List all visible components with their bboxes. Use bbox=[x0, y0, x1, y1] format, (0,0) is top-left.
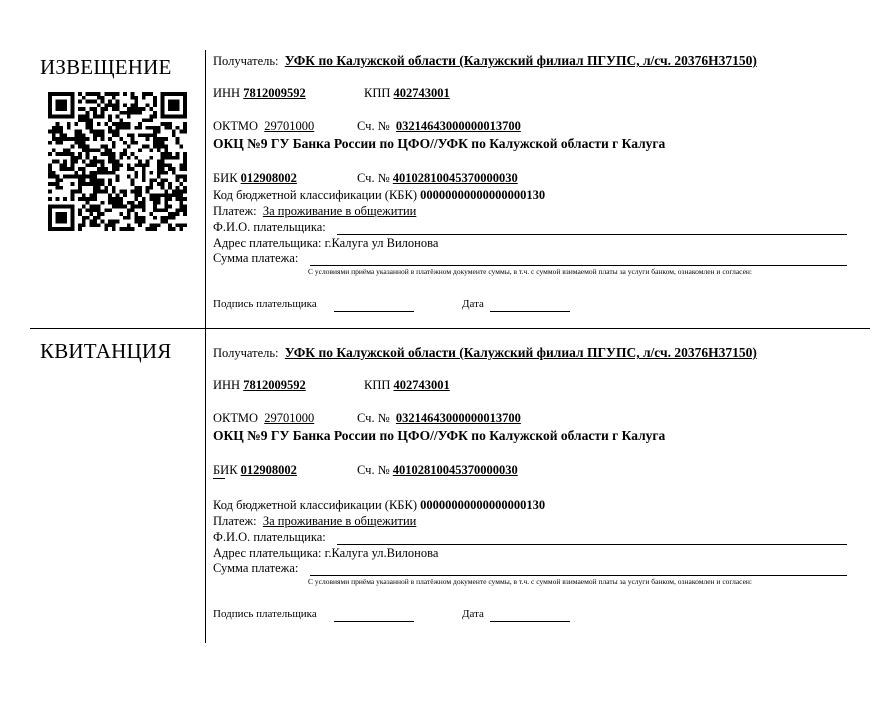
kbk-label: Код бюджетной классификации (КБК) bbox=[213, 498, 417, 512]
receipt-fio-label: Ф.И.О. плательщика: bbox=[213, 530, 326, 544]
notice-recipient-row bbox=[213, 53, 757, 69]
oktmo-value: 29701000 bbox=[264, 119, 315, 133]
notice-fio-line bbox=[337, 234, 847, 235]
receipt-bik-underline bbox=[213, 478, 225, 479]
kbk-label: Код бюджетной классификации (КБК) bbox=[213, 188, 417, 202]
address-value: г.Калуга ул Вилонова bbox=[324, 236, 439, 250]
receipt-address-row bbox=[213, 546, 438, 561]
notice-address-row bbox=[213, 236, 438, 251]
notice-oktmo-row bbox=[213, 119, 314, 134]
receipt-signature-line bbox=[334, 621, 414, 622]
notice-inn-row bbox=[213, 86, 306, 101]
payment-label: Платеж: bbox=[213, 204, 257, 218]
corr-label: Сч. № bbox=[357, 171, 390, 185]
recipient-label: Получатель: bbox=[213, 54, 279, 68]
receipt-payment-row bbox=[213, 514, 416, 529]
notice-account-row bbox=[357, 119, 521, 134]
receipt-corr-row bbox=[357, 463, 518, 478]
vertical-divider-top bbox=[205, 50, 206, 328]
notice-signature-label: Подпись плательщика bbox=[213, 298, 317, 310]
notice-sum-line bbox=[310, 265, 847, 266]
receipt-signature-label: Подпись плательщика bbox=[213, 608, 317, 620]
receipt-bik-row bbox=[213, 463, 297, 478]
receipt-kpp-row bbox=[364, 378, 450, 393]
notice-payment-row bbox=[213, 204, 416, 219]
recipient-label: Получатель: bbox=[213, 346, 279, 360]
receipt-account-row bbox=[357, 411, 521, 426]
receipt-inn-row bbox=[213, 378, 306, 393]
notice-signature-line bbox=[334, 311, 414, 312]
recipient-value: УФК по Калужской области (Калужский филиал ПГУПС, л/сч. 20376Н37150) bbox=[284, 53, 757, 68]
receipt-date-label: Дата bbox=[462, 608, 484, 620]
corr-value: 40102810045370000030 bbox=[392, 171, 518, 185]
notice-kbk-row bbox=[213, 188, 545, 203]
kpp-value: 402743001 bbox=[393, 378, 450, 392]
bik-value: 012908002 bbox=[240, 463, 297, 477]
inn-value: 7812009592 bbox=[243, 378, 306, 392]
oktmo-label: ОКТМО bbox=[213, 411, 258, 425]
bik-label: БИК bbox=[213, 171, 238, 185]
horizontal-divider bbox=[30, 328, 870, 329]
notice-bank-name: ОКЦ №9 ГУ Банка России по ЦФО//УФК по Калужской области г Калуга bbox=[213, 136, 666, 151]
receipt-date-line bbox=[490, 621, 570, 622]
recipient-value: УФК по Калужской области (Калужский филиал ПГУПС, л/сч. 20376Н37150) bbox=[284, 345, 757, 360]
kbk-value: 00000000000000000130 bbox=[420, 188, 546, 202]
kpp-value: 402743001 bbox=[393, 86, 450, 100]
oktmo-value: 29701000 bbox=[264, 411, 315, 425]
qr-modules bbox=[48, 92, 187, 231]
receipt-title: КВИТАНЦИЯ bbox=[40, 339, 172, 363]
account-label: Сч. № bbox=[357, 411, 390, 425]
kbk-value: 00000000000000000130 bbox=[420, 498, 546, 512]
bik-value: 012908002 bbox=[240, 171, 297, 185]
receipt-sum-label: Сумма платежа: bbox=[213, 561, 299, 575]
inn-label: ИНН bbox=[213, 378, 241, 392]
notice-date-line bbox=[490, 311, 570, 312]
notice-fio-label: Ф.И.О. плательщика: bbox=[213, 220, 326, 234]
notice-kpp-row bbox=[364, 86, 450, 101]
vertical-divider-bottom bbox=[205, 328, 206, 643]
payment-value: За проживание в общежитии bbox=[262, 204, 417, 218]
receipt-fio-line bbox=[337, 544, 847, 545]
inn-label: ИНН bbox=[213, 86, 241, 100]
payment-label: Платеж: bbox=[213, 514, 257, 528]
receipt-sum-line bbox=[310, 575, 847, 576]
account-value: 03214643000000013700 bbox=[395, 411, 521, 425]
receipt-consent: С условиями приёма указанной в платёжном документе суммы, в т.ч. с суммой взимаемой платы за услуги банком, ознакомлен и согласен: bbox=[308, 577, 753, 586]
account-label: Сч. № bbox=[357, 119, 390, 133]
qr-code bbox=[48, 92, 187, 231]
account-value: 03214643000000013700 bbox=[395, 119, 521, 133]
receipt-recipient-row bbox=[213, 345, 757, 361]
receipt-bank-name: ОКЦ №9 ГУ Банка России по ЦФО//УФК по Калужской области г Калуга bbox=[213, 428, 666, 443]
receipt-kbk-row bbox=[213, 498, 545, 513]
receipt-oktmo-row bbox=[213, 411, 314, 426]
address-value: г.Калуга ул.Вилонова bbox=[324, 546, 439, 560]
bik-label: БИК bbox=[213, 463, 238, 477]
corr-label: Сч. № bbox=[357, 463, 390, 477]
notice-sum-label: Сумма платежа: bbox=[213, 251, 299, 265]
notice-consent: С условиями приёма указанной в платёжном документе суммы, в т.ч. с суммой взимаемой платы за услуги банком, ознакомлен и согласен: bbox=[308, 267, 753, 276]
oktmo-label: ОКТМО bbox=[213, 119, 258, 133]
notice-corr-row bbox=[357, 171, 518, 186]
address-label: Адрес плательщика: bbox=[213, 236, 322, 250]
notice-bik-row bbox=[213, 171, 297, 186]
kpp-label: КПП bbox=[364, 378, 391, 392]
kpp-label: КПП bbox=[364, 86, 391, 100]
address-label: Адрес плательщика: bbox=[213, 546, 322, 560]
inn-value: 7812009592 bbox=[243, 86, 306, 100]
notice-title: ИЗВЕЩЕНИЕ bbox=[40, 55, 172, 79]
corr-value: 40102810045370000030 bbox=[392, 463, 518, 477]
notice-date-label: Дата bbox=[462, 298, 484, 310]
payment-value: За проживание в общежитии bbox=[262, 514, 417, 528]
